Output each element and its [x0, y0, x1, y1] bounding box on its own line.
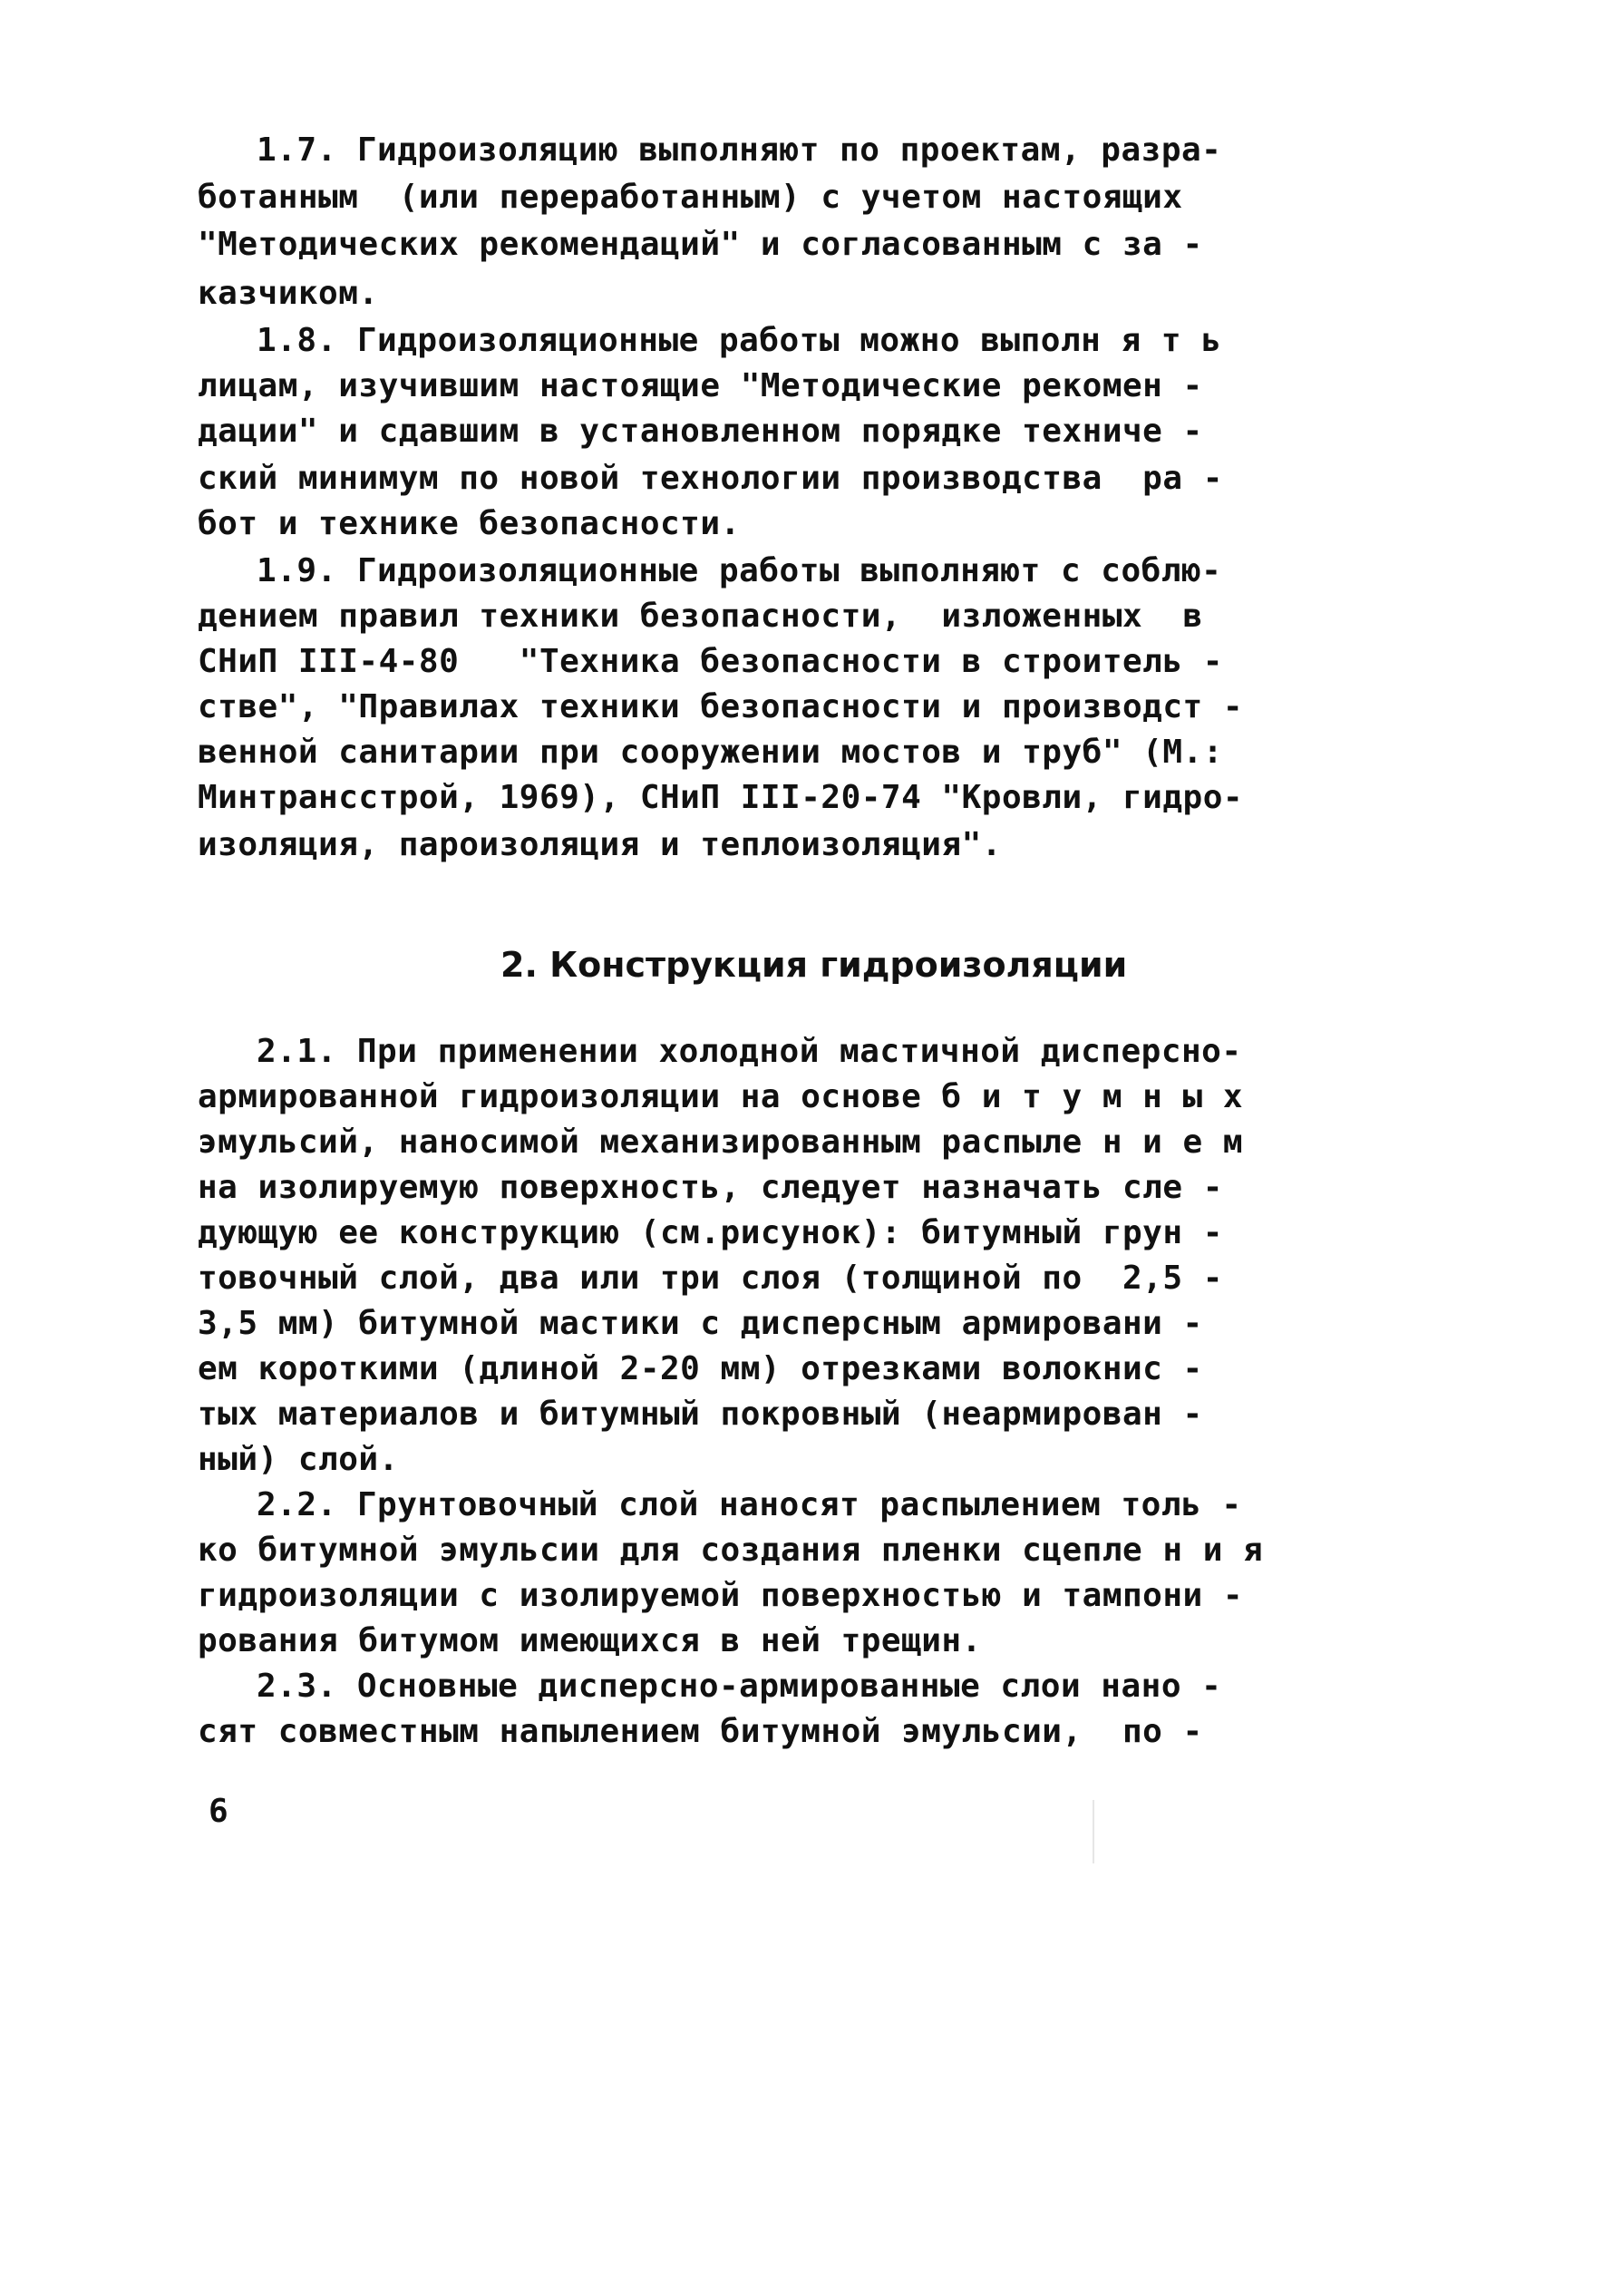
text-line: ем короткими (длиной 2-20 мм) отрезками волокнис -	[198, 1350, 1203, 1387]
text-line: 2.2. Грунтовочный слой наносят распылением толь -	[257, 1486, 1242, 1523]
text-line: дации" и сдавшим в установленном порядке техниче -	[198, 413, 1203, 450]
text-line: 2.1. При применении холодной мастичной дисперсно-	[257, 1033, 1242, 1070]
text-line: СНиП III-4-80 "Техника безопасности в строитель -	[198, 643, 1223, 680]
text-line: 1.9. Гидроизоляционные работы выполняют с соблю-	[257, 552, 1222, 589]
text-line: бот и технике безопасности.	[198, 505, 741, 542]
text-line: венной санитарии при сооружении мостов и труб" (М.:	[198, 734, 1223, 771]
text-line: рования битумом имеющихся в ней трещин.	[198, 1622, 982, 1659]
text-line: лицам, изучившим настоящие "Методические рекомен -	[198, 367, 1203, 404]
text-line: 1.7. Гидроизоляцию выполняют по проектам, разра-	[257, 131, 1222, 169]
text-line: 1.8. Гидроизоляционные работы можно выполн я т ь	[257, 322, 1222, 359]
text-line: ский минимум по новой технологии производства ра -	[198, 460, 1223, 497]
text-line: казчиком.	[198, 275, 379, 312]
text-line: тых материалов и битумный покровный (неармирован -	[198, 1396, 1203, 1433]
text-line: эмульсий, наносимой механизированным распыле н и е м	[198, 1124, 1244, 1161]
text-line: Минтрансстрой, 1969), СНиП III-20-74 "Кровли, гидро-	[198, 779, 1244, 816]
text-line: гидроизоляции с изолируемой поверхностью и тампони -	[198, 1577, 1244, 1614]
page-number: 6	[209, 1793, 228, 1830]
text-line: стве", "Правилах техники безопасности и производст -	[198, 688, 1244, 725]
text-line: ко битумной эмульсии для создания пленки сцепле н и я	[198, 1532, 1264, 1569]
text-line: ный) слой.	[198, 1441, 399, 1478]
text-line: товочный слой, два или три слоя (толщиной по 2,5 -	[198, 1260, 1223, 1297]
section-heading: 2. Конструкция гидроизоляции	[500, 945, 1128, 985]
text-line: дением правил техники безопасности, изложенных в	[198, 598, 1203, 635]
text-line: изоляция, пароизоляция и теплоизоляция".	[198, 826, 1002, 863]
text-line: армированной гидроизоляции на основе б и т у м н ы х	[198, 1078, 1244, 1115]
scan-artifact	[1093, 1800, 1094, 1863]
text-line: 3,5 мм) битумной мастики с дисперсным армировани -	[198, 1305, 1203, 1342]
text-line: "Методических рекомендаций" и согласованным с за -	[198, 226, 1203, 263]
text-line: на изолируемую поверхность, следует назначать сле -	[198, 1169, 1223, 1206]
text-line: 2.3. Основные дисперсно-армированные слои нано -	[257, 1668, 1222, 1705]
text-line: сят совместным напылением битумной эмульсии, по -	[198, 1713, 1203, 1750]
text-line: ботанным (или переработанным) с учетом настоящих	[198, 179, 1183, 216]
text-line: дующую ее конструкцию (см.рисунок): битумный грун -	[198, 1214, 1223, 1251]
